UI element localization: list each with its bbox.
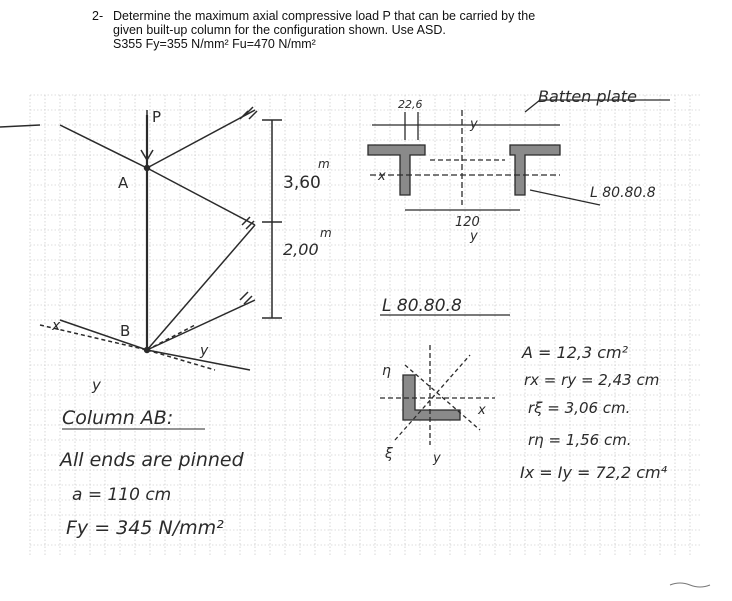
angle-title: L 80.80.8: [382, 296, 462, 316]
problem-line-2: given built-up column for the configuration shown. Use ASD.: [113, 23, 446, 37]
prop-inertia: Ix = Iy = 72,2 cm⁴: [520, 463, 668, 482]
angle-axis-eta: η: [382, 363, 391, 379]
notes-line-1: All ends are pinned: [60, 449, 244, 471]
section-axis-x: x: [378, 169, 386, 184]
prop-radius-xi: rξ = 3,06 cm.: [528, 399, 631, 417]
column-axis-x: x: [52, 318, 61, 334]
node-a-label: A: [118, 174, 129, 192]
batten-plate-label: Batten plate: [538, 87, 637, 106]
angle-axis-xi: ξ: [385, 446, 393, 462]
angle-axis-y: y: [433, 451, 441, 466]
section-axis-y-bottom: y: [470, 229, 478, 244]
column-axis-y-bottom: y: [92, 376, 101, 394]
single-angle: [380, 315, 510, 445]
prop-radius-eta: rη = 1,56 cm.: [528, 431, 632, 449]
load-label: P: [152, 108, 162, 126]
gap-dimension: 22,6: [398, 98, 423, 111]
upper-height-label: 3,60: [283, 173, 321, 193]
prop-area: A = 12,3 cm²: [522, 343, 629, 362]
lower-height-label: 2,00: [283, 240, 319, 259]
lower-height-unit: m: [320, 226, 332, 240]
notes-heading: Column AB:: [62, 407, 174, 429]
section-width-dim: 120: [455, 215, 480, 230]
node-b-label: B: [120, 322, 131, 340]
section-axis-y-top: y: [470, 117, 478, 132]
upper-height-unit: m: [318, 157, 330, 171]
notes-line-3: Fy = 345 N/mm²: [66, 517, 224, 539]
problem-line-1: Determine the maximum axial compressive load P that can be carried by the: [113, 9, 536, 23]
prop-radii-xy: rx = ry = 2,43 cm: [524, 371, 660, 389]
problem-number: 2-: [92, 9, 104, 23]
angle-axis-x: x: [478, 403, 486, 418]
bottom-scribble: [670, 583, 710, 587]
section-angle-callout: L 80.80.8: [590, 185, 656, 201]
problem-line-3: S355 Fy=355 N/mm² Fu=470 N/mm²: [113, 37, 316, 51]
notes-line-2: a = 110 cm: [72, 485, 172, 505]
column-axis-y-right: y: [200, 343, 209, 359]
